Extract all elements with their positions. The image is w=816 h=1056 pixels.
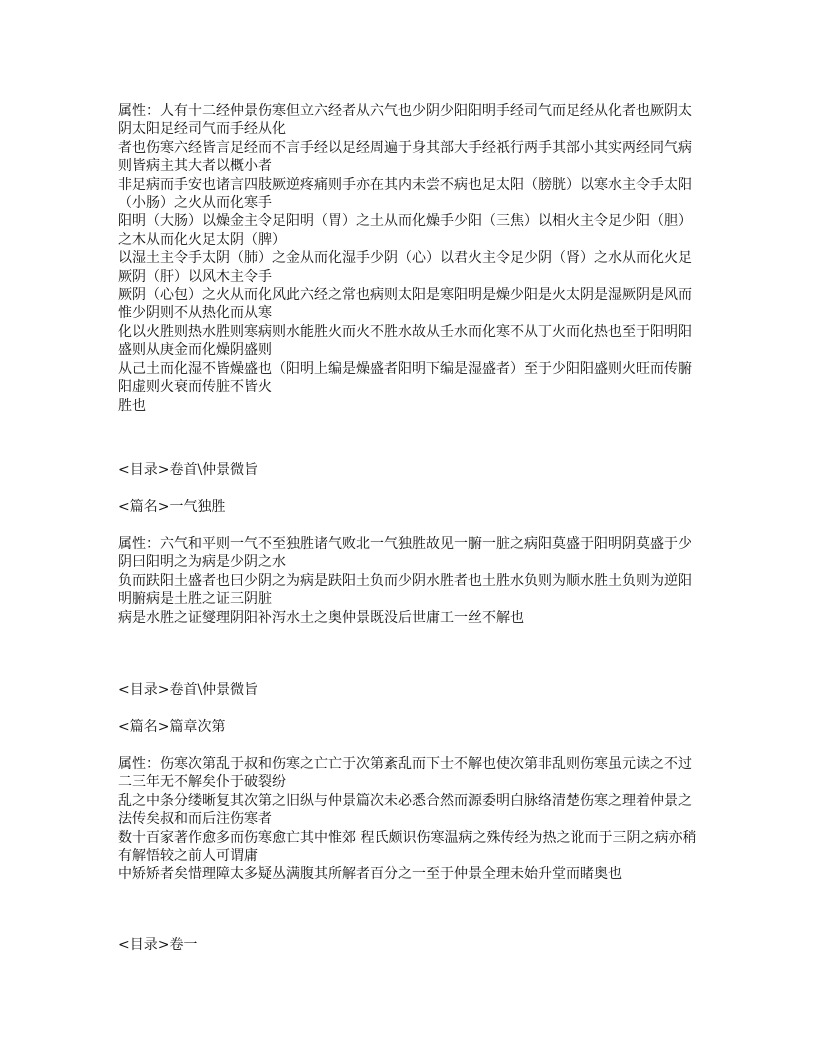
text-line: 非足病而手安也诸言四肢厥逆疼痛则手亦在其内未尝不病也足太阳（膀胱）以寒水主令手太阳（小肠）之火从而化寒手 bbox=[118, 176, 692, 212]
text-line: 乱之中条分缕晰复其次第之旧纵与仲景篇次未必悉合然而源委明白脉络清楚伤寒之理着仲景之法传矣叔和而后注伤寒者 bbox=[118, 792, 692, 828]
attribute-paragraph bbox=[118, 102, 700, 415]
chapter-title: <篇名>一气独胜 bbox=[118, 499, 226, 515]
catalog-heading: <目录>卷首\仲景微旨 bbox=[118, 462, 259, 478]
attribute-paragraph bbox=[118, 755, 700, 884]
attribute-paragraph bbox=[118, 535, 700, 627]
text-line: 中矫矫者矣惜理障太多疑丛满腹其所解者百分之一至于仲景全理未始升堂而睹奥也 bbox=[118, 866, 622, 883]
text-line: 属性：人有十二经仲景伤寒但立六经者从六气也少阴少阳阳明手经司气而足经从化者也厥阴太阴太阳足经司气而手经从化 bbox=[118, 103, 692, 138]
text-line: 负而趺阳土盛者也曰少阴之为病是趺阳土负而少阴水胜者也土胜水负则为顺水胜土负则为逆阳明腑病是土胜之证三阴脏 bbox=[118, 572, 692, 608]
text-line: 者也伤寒六经皆言足经而不言手经以足经周遍于身其部大手经祇行两手其部小其实两经同气病则皆病主其大者以概小者 bbox=[118, 139, 692, 175]
text-line: 化以火胜则热水胜则寒病则水能胜火而火不胜水故从壬水而化寒不从丁火而化热也至于阳明阳盛则从庚金而化燥阴盛则 bbox=[118, 323, 692, 359]
text-line: 病是水胜之证燮理阴阳补泻水土之奥仲景既没后世庸工一丝不解也 bbox=[118, 609, 524, 626]
text-line: 属性：六气和平则一气不至独胜诸气败北一气独胜故见一腑一脏之病阳莫盛于阳明阴莫盛于少阴曰阳明之为病是少阴之水 bbox=[118, 536, 692, 571]
text-line: 属性：伤寒次第乱于叔和伤寒之亡亡于次第紊乱而下士不解也使次第非乱则伤寒虽元读之不过二三年无不解矣仆于破裂纷 bbox=[118, 756, 692, 791]
catalog-heading: <目录>卷首\仲景微旨 bbox=[118, 682, 259, 698]
catalog-heading: <目录>卷一 bbox=[118, 937, 198, 953]
text-line: 厥阴（心包）之火从而化风此六经之常也病则太阳是寒阳明是燥少阳是火太阴是湿厥阴是风而惟少阴则不从热化而从寒 bbox=[118, 287, 692, 322]
text-line: 以湿土主令手太阴（肺）之金从而化湿手少阴（心）以君火主令足少阴（肾）之水从而化火足厥阴（肝）以风木主令手 bbox=[118, 250, 692, 285]
text-line: 数十百家著作愈多而伤寒愈亡其中惟郊 程氏颇识伤寒温病之殊传经为热之讹而于三阴之病亦稍有解悟较之前人可谓庸 bbox=[118, 829, 697, 865]
chapter-title: <篇名>篇章次第 bbox=[118, 719, 226, 735]
text-line: 阳明（大肠）以燥金主令足阳明（胃）之土从而化燥手少阳（三焦）以相火主令足少阳（胆）之木从而化火足太阴（脾） bbox=[118, 213, 692, 248]
text-line: 从己土而化湿不皆燥盛也（阳明上编是燥盛者阳明下编是湿盛者）至于少阳阳盛则火旺而传腑阳虚则火衰而传脏不皆火 bbox=[118, 360, 692, 396]
text-line: 胜也 bbox=[118, 397, 146, 414]
